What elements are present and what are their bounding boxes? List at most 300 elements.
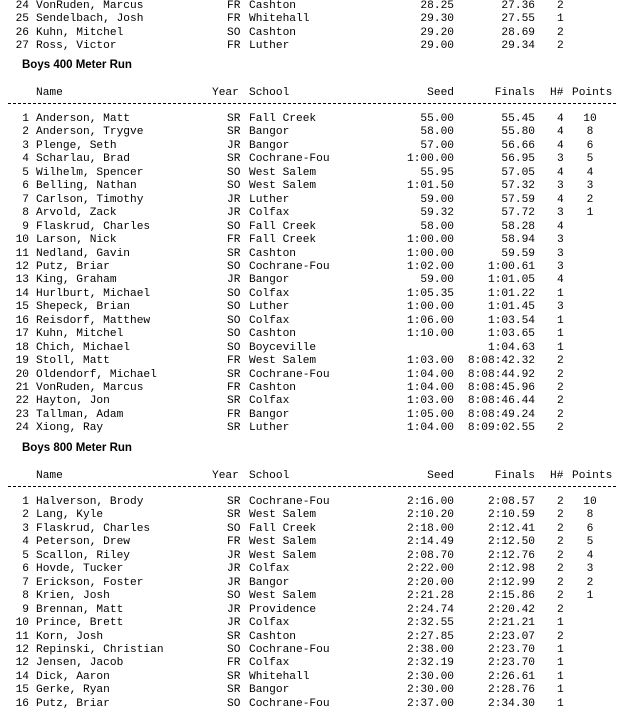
seed-time: 55.95 (420, 166, 454, 179)
seed-time: 2:20.00 (407, 576, 454, 589)
place-number: 5 (22, 549, 29, 562)
athlete-name: Tallman, Adam (36, 408, 124, 421)
result-row (0, 577, 627, 590)
heat-number: 4 (557, 166, 564, 179)
athlete-school: Cashton (249, 328, 296, 341)
finals-time: 1:00.61 (488, 260, 535, 273)
athlete-name: Hovde, Tucker (36, 563, 124, 576)
finals-time: 2:12.98 (488, 563, 535, 576)
place-number: 12 (15, 657, 29, 670)
result-row (0, 248, 627, 261)
athlete-year: SO (227, 590, 241, 603)
athlete-school: Luther (249, 422, 290, 435)
heat-number: 1 (557, 643, 564, 656)
finals-time: 27.36 (501, 0, 535, 12)
place-number: 11 (15, 630, 29, 643)
athlete-name: King, Graham (36, 274, 117, 287)
seed-time: 1:03.00 (407, 395, 454, 408)
heat-number: 2 (557, 496, 564, 508)
points-value: 1 (586, 207, 594, 220)
result-row (0, 563, 627, 576)
result-row (0, 631, 627, 644)
result-row (0, 698, 627, 711)
header-name: Name (36, 87, 63, 99)
athlete-school: Fall Creek (249, 113, 317, 125)
athlete-school: Cashton (249, 26, 296, 39)
result-row (0, 395, 627, 408)
athlete-school: Bangor (249, 576, 290, 589)
points-value: 2 (586, 193, 594, 206)
finals-time: 2:12.76 (488, 549, 535, 562)
athlete-school: Fall Creek (249, 234, 317, 247)
finals-time: 2:08.57 (488, 496, 535, 508)
heat-number: 4 (557, 193, 564, 206)
athlete-school: Cashton (249, 247, 296, 260)
athlete-name: Belling, Nathan (36, 180, 137, 193)
seed-time: 1:04.00 (407, 382, 454, 394)
finals-time: 57.59 (501, 193, 535, 206)
place-number: 10 (15, 617, 29, 630)
heat-number: 1 (557, 697, 564, 710)
result-row (0, 27, 627, 40)
header-seed: Seed (427, 87, 454, 99)
result-row (0, 207, 627, 220)
athlete-school: Bangor (249, 274, 290, 287)
result-row (0, 126, 627, 139)
athlete-year: SO (227, 287, 241, 300)
finals-time: 57.72 (501, 207, 535, 220)
athlete-year: JR (227, 274, 241, 287)
result-row (0, 644, 627, 657)
athlete-year: FR (227, 355, 241, 368)
place-number: 10 (15, 234, 29, 247)
place-number: 2 (22, 509, 29, 522)
seed-time: 2:32.19 (407, 657, 454, 670)
place-number: 3 (22, 522, 29, 535)
seed-time: 1:00.00 (407, 153, 454, 166)
place-number: 14 (15, 670, 29, 683)
seed-time: 1:03.00 (407, 355, 454, 368)
place-number: 9 (22, 220, 29, 233)
finals-time: 2:26.61 (488, 670, 535, 683)
heat-number: 2 (557, 0, 564, 12)
athlete-year: FR (227, 657, 241, 670)
place-number: 20 (15, 368, 29, 381)
athlete-year: SO (227, 166, 241, 179)
athlete-year: FR (227, 536, 241, 549)
heat-number: 2 (557, 382, 564, 394)
athlete-year: SO (227, 314, 241, 327)
heat-number: 4 (557, 139, 564, 152)
finals-time: 58.28 (501, 220, 535, 233)
result-row (0, 550, 627, 563)
points-value: 1 (586, 590, 594, 603)
result-row (0, 221, 627, 234)
heat-number: 4 (557, 274, 564, 287)
finals-time: 56.95 (501, 153, 535, 166)
athlete-school: Luther (249, 40, 290, 53)
athlete-year: JR (227, 603, 241, 616)
points-value: 4 (586, 549, 594, 562)
heat-number: 2 (557, 368, 564, 381)
heat-number: 2 (557, 422, 564, 435)
athlete-school: Colfax (249, 287, 290, 300)
heat-number: 1 (557, 684, 564, 697)
place-number: 15 (15, 301, 29, 314)
athlete-school: Bangor (249, 139, 290, 152)
athlete-name: Kuhn, Mitchel (36, 26, 124, 39)
athlete-name: Reisdorf, Matthew (36, 314, 151, 327)
athlete-name: Halverson, Brody (36, 496, 144, 508)
result-row (0, 153, 627, 166)
athlete-name: VonRuden, Marcus (36, 0, 144, 12)
place-number: 3 (22, 139, 29, 152)
heat-number: 3 (557, 207, 564, 220)
athlete-name: Shepeck, Brian (36, 301, 130, 314)
athlete-school: Colfax (249, 207, 290, 220)
points-value: 10 (583, 113, 597, 125)
event-title: Boys 400 Meter Run (22, 59, 132, 71)
place-number: 15 (15, 684, 29, 697)
athlete-school: West Salem (249, 549, 317, 562)
athlete-year: JR (227, 563, 241, 576)
athlete-school: West Salem (249, 536, 317, 549)
seed-time: 1:02.00 (407, 260, 454, 273)
athlete-year: JR (227, 139, 241, 152)
heat-number: 1 (557, 670, 564, 683)
heat-number: 3 (557, 301, 564, 314)
finals-time: 2:10.59 (488, 509, 535, 522)
result-row (0, 496, 627, 509)
result-row (0, 671, 627, 684)
result-row (0, 422, 627, 435)
result-row (0, 536, 627, 549)
finals-time: 8:08:42.32 (467, 355, 535, 368)
athlete-school: Cashton (249, 630, 296, 643)
athlete-name: Putz, Briar (36, 697, 110, 710)
place-number: 8 (22, 590, 29, 603)
athlete-year: SR (227, 113, 241, 125)
athlete-school: Bangor (249, 408, 290, 421)
divider (8, 486, 616, 487)
heat-number: 3 (557, 180, 564, 193)
place-number: 12 (15, 643, 29, 656)
seed-time: 2:16.00 (407, 496, 454, 508)
heat-number: 2 (557, 630, 564, 643)
athlete-name: Anderson, Matt (36, 113, 130, 125)
place-number: 6 (22, 180, 29, 193)
athlete-name: Gerke, Ryan (36, 684, 110, 697)
athlete-school: Cashton (249, 382, 296, 394)
finals-time: 8:08:44.92 (467, 368, 535, 381)
place-number: 9 (22, 603, 29, 616)
seed-time: 59.00 (420, 193, 454, 206)
result-row (0, 301, 627, 314)
divider (8, 103, 616, 104)
result-row (0, 140, 627, 153)
athlete-year: SR (227, 684, 241, 697)
athlete-name: Anderson, Trygve (36, 126, 144, 139)
result-row (0, 315, 627, 328)
athlete-school: Colfax (249, 657, 290, 670)
finals-time: 2:23.70 (488, 643, 535, 656)
finals-time: 57.32 (501, 180, 535, 193)
seed-time: 1:01.50 (407, 180, 454, 193)
heat-number: 1 (557, 657, 564, 670)
athlete-name: Dick, Aaron (36, 670, 110, 683)
heat-number: 3 (557, 153, 564, 166)
athlete-name: Arvold, Zack (36, 207, 117, 220)
points-value: 6 (586, 139, 594, 152)
heat-number: 2 (557, 536, 564, 549)
header-finals: Finals (494, 87, 535, 99)
athlete-school: Colfax (249, 617, 290, 630)
athlete-year: SR (227, 368, 241, 381)
place-number: 27 (15, 40, 29, 53)
header-year: Year (212, 87, 239, 99)
finals-time: 28.69 (501, 26, 535, 39)
heat-number: 2 (557, 509, 564, 522)
heat-number: 2 (557, 576, 564, 589)
athlete-year: JR (227, 576, 241, 589)
athlete-name: Stoll, Matt (36, 355, 110, 368)
seed-time: 29.00 (420, 40, 454, 53)
heat-number: 1 (557, 287, 564, 300)
result-row (0, 180, 627, 193)
result-row (0, 355, 627, 368)
athlete-year: JR (227, 549, 241, 562)
athlete-school: Bangor (249, 126, 290, 139)
athlete-name: Repinski, Christian (36, 643, 164, 656)
heat-number: 4 (557, 126, 564, 139)
points-value: 10 (583, 496, 597, 508)
finals-time: 1:01.22 (488, 287, 535, 300)
points-value: 4 (586, 166, 594, 179)
athlete-year: FR (227, 234, 241, 247)
place-number: 23 (15, 408, 29, 421)
finals-time: 29.34 (501, 40, 535, 53)
place-number: 4 (22, 536, 29, 549)
place-number: 1 (22, 496, 29, 508)
finals-time: 1:01.45 (488, 301, 535, 314)
heat-number: 3 (557, 247, 564, 260)
athlete-year: FR (227, 13, 241, 26)
header-points: Points (572, 87, 613, 99)
seed-time: 1:04.00 (407, 368, 454, 381)
heat-number: 2 (557, 522, 564, 535)
seed-time: 2:24.74 (407, 603, 454, 616)
header-name: Name (36, 470, 63, 482)
seed-time: 2:22.00 (407, 563, 454, 576)
finals-time: 2:12.50 (488, 536, 535, 549)
place-number: 21 (15, 382, 29, 394)
athlete-school: West Salem (249, 180, 317, 193)
header-school: School (249, 470, 290, 482)
points-value: 5 (586, 536, 594, 549)
athlete-year: SR (227, 630, 241, 643)
points-value: 8 (586, 126, 594, 139)
athlete-name: Ross, Victor (36, 40, 117, 53)
athlete-name: Erickson, Foster (36, 576, 144, 589)
athlete-school: West Salem (249, 355, 317, 368)
athlete-year: SR (227, 395, 241, 408)
place-number: 8 (22, 207, 29, 220)
athlete-name: Sendelbach, Josh (36, 13, 144, 26)
finals-time: 2:23.07 (488, 630, 535, 643)
points-value: 3 (586, 180, 594, 193)
finals-time: 55.80 (501, 126, 535, 139)
athlete-year: SO (227, 522, 241, 535)
finals-time: 27.55 (501, 13, 535, 26)
athlete-school: Luther (249, 301, 290, 314)
athlete-name: Nedland, Gavin (36, 247, 130, 260)
athlete-name: Korn, Josh (36, 630, 104, 643)
athlete-school: Boyceville (249, 341, 317, 354)
seed-time: 1:05.00 (407, 408, 454, 421)
athlete-name: VonRuden, Marcus (36, 382, 144, 394)
athlete-school: Colfax (249, 314, 290, 327)
athlete-name: Larson, Nick (36, 234, 117, 247)
athlete-school: Colfax (249, 395, 290, 408)
result-row (0, 328, 627, 341)
athlete-year: SO (227, 220, 241, 233)
athlete-school: Luther (249, 193, 290, 206)
place-number: 5 (22, 166, 29, 179)
heat-number: 1 (557, 13, 564, 26)
heat-number: 4 (557, 220, 564, 233)
result-row (0, 288, 627, 301)
athlete-name: Prince, Brett (36, 617, 124, 630)
result-row (0, 342, 627, 355)
finals-time: 59.59 (501, 247, 535, 260)
finals-time: 57.05 (501, 166, 535, 179)
result-row (0, 40, 627, 53)
points-value: 2 (586, 576, 594, 589)
seed-time: 58.00 (420, 126, 454, 139)
athlete-year: SO (227, 180, 241, 193)
result-row (0, 113, 627, 126)
header-year: Year (212, 470, 239, 482)
athlete-name: Scallon, Riley (36, 549, 130, 562)
athlete-name: Putz, Briar (36, 260, 110, 273)
finals-time: 2:12.99 (488, 576, 535, 589)
seed-time: 1:06.00 (407, 314, 454, 327)
athlete-name: Jensen, Jacob (36, 657, 124, 670)
result-row (0, 369, 627, 382)
seed-time: 1:00.00 (407, 234, 454, 247)
athlete-school: Cochrane-Fou (249, 153, 330, 166)
finals-time: 55.45 (501, 113, 535, 125)
finals-time: 1:03.54 (488, 314, 535, 327)
heat-number: 2 (557, 395, 564, 408)
header-seed: Seed (427, 470, 454, 482)
athlete-year: SR (227, 496, 241, 508)
header-heat: H# (550, 470, 564, 482)
athlete-year: SO (227, 260, 241, 273)
athlete-year: JR (227, 207, 241, 220)
heat-number: 2 (557, 563, 564, 576)
athlete-school: West Salem (249, 509, 317, 522)
athlete-name: Plenge, Seth (36, 139, 117, 152)
seed-time: 1:00.00 (407, 301, 454, 314)
athlete-school: Cochrane-Fou (249, 496, 330, 508)
heat-number: 2 (557, 549, 564, 562)
athlete-year: SO (227, 341, 241, 354)
points-value: 5 (586, 153, 594, 166)
athlete-year: SO (227, 26, 241, 39)
place-number: 24 (15, 422, 29, 435)
finals-time: 58.94 (501, 234, 535, 247)
seed-time: 29.30 (420, 13, 454, 26)
athlete-year: SO (227, 301, 241, 314)
seed-time: 59.00 (420, 274, 454, 287)
points-value: 3 (586, 563, 594, 576)
seed-time: 2:38.00 (407, 643, 454, 656)
place-number: 2 (22, 126, 29, 139)
result-row (0, 261, 627, 274)
finals-time: 2:20.42 (488, 603, 535, 616)
athlete-name: Lang, Kyle (36, 509, 104, 522)
finals-time: 56.66 (501, 139, 535, 152)
athlete-year: FR (227, 40, 241, 53)
points-value: 8 (586, 509, 594, 522)
heat-number: 4 (557, 113, 564, 125)
event-title: Boys 800 Meter Run (22, 442, 132, 454)
athlete-year: SR (227, 153, 241, 166)
heat-number: 3 (557, 260, 564, 273)
seed-time: 59.32 (420, 207, 454, 220)
finals-time: 1:01.05 (488, 274, 535, 287)
seed-time: 1:00.00 (407, 247, 454, 260)
heat-number: 2 (557, 355, 564, 368)
athlete-year: FR (227, 382, 241, 394)
athlete-school: Fall Creek (249, 220, 317, 233)
column-headers (0, 470, 627, 483)
seed-time: 2:08.70 (407, 549, 454, 562)
place-number: 13 (15, 274, 29, 287)
place-number: 12 (15, 260, 29, 273)
athlete-name: Chich, Michael (36, 341, 130, 354)
place-number: 4 (22, 153, 29, 166)
result-row (0, 523, 627, 536)
athlete-school: Cochrane-Fou (249, 368, 330, 381)
seed-time: 2:14.49 (407, 536, 454, 549)
athlete-name: Hayton, Jon (36, 395, 110, 408)
header-finals: Finals (494, 470, 535, 482)
athlete-name: Flaskrud, Charles (36, 522, 151, 535)
finals-time: 2:34.30 (488, 697, 535, 710)
place-number: 19 (15, 355, 29, 368)
athlete-name: Oldendorf, Michael (36, 368, 157, 381)
seed-time: 2:21.28 (407, 590, 454, 603)
result-row (0, 0, 627, 13)
result-row (0, 409, 627, 422)
athlete-year: SO (227, 328, 241, 341)
result-row (0, 194, 627, 207)
place-number: 16 (15, 697, 29, 710)
finals-time: 2:23.70 (488, 657, 535, 670)
finals-time: 1:03.65 (488, 328, 535, 341)
athlete-year: SO (227, 697, 241, 710)
header-points: Points (572, 470, 613, 482)
athlete-year: JR (227, 617, 241, 630)
heat-number: 3 (557, 234, 564, 247)
place-number: 26 (15, 26, 29, 39)
athlete-school: Cashton (249, 0, 296, 12)
finals-time: 8:08:45.96 (467, 382, 535, 394)
place-number: 6 (22, 563, 29, 576)
athlete-school: Cochrane-Fou (249, 260, 330, 273)
